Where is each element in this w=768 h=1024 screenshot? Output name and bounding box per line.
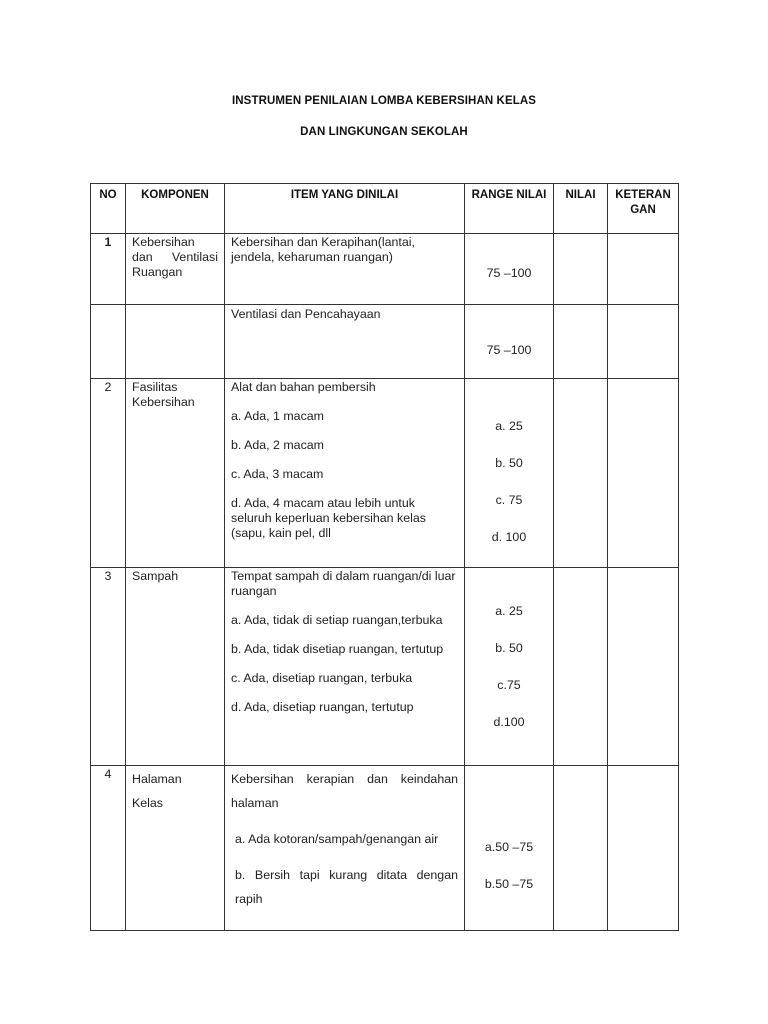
row-nilai-cell	[554, 568, 608, 766]
row-item-cell	[225, 305, 465, 379]
row-no-cell	[91, 766, 126, 931]
range-value: a. 25	[495, 604, 523, 618]
row-keterangan-cell	[608, 568, 679, 766]
row-keterangan-cell	[608, 234, 679, 305]
range-value: b.50 –75	[484, 877, 534, 891]
row-komponen: Sampah	[132, 569, 179, 583]
row-range-list	[465, 568, 553, 731]
row-no-cell	[91, 234, 126, 305]
list-item: a. Ada, tidak di setiap ruangan,terbuka	[231, 613, 443, 627]
table-header-row	[91, 184, 679, 234]
table-row	[91, 305, 679, 379]
list-item: b. Bersih tapi kurang ditata dengan rapih	[235, 868, 458, 906]
row-nilai-cell	[554, 766, 608, 931]
range-value: a. 25	[495, 419, 523, 433]
row-no: 4	[104, 767, 112, 781]
row-komponen: Kebersihan dan Ventilasi Ruangan	[132, 235, 218, 279]
row-keterangan-cell	[608, 305, 679, 379]
row-nilai-cell	[554, 379, 608, 568]
row-item-list	[225, 766, 464, 912]
row-komponen-line-1: Halaman	[132, 772, 182, 786]
range-value: c.75	[497, 678, 521, 692]
list-item: Kebersihan kerapian dan keindahan halaman	[231, 772, 458, 810]
row-komponen-cell	[126, 766, 225, 931]
row-no-cell	[91, 568, 126, 766]
range-value: c. 75	[495, 493, 523, 507]
header-keterangan-line-1: KETERAN	[615, 189, 671, 201]
row-no-cell	[91, 379, 126, 568]
row-range-list	[465, 379, 553, 546]
document-title-line-2: DAN LINGKUNGAN SEKOLAH	[300, 126, 468, 138]
list-item: c. Ada, 3 macam	[231, 467, 324, 481]
row-range: 75 –100	[486, 266, 532, 280]
row-item-cell	[225, 234, 465, 305]
row-nilai-cell	[554, 305, 608, 379]
list-item: d. Ada, 4 macam atau lebih untuk seluruh keperluan kebersihan kelas (sapu, kain pel, dll	[231, 496, 426, 540]
table-row	[91, 234, 679, 305]
row-item: Kebersihan dan Kerapihan(lantai, jendela, keharuman ruangan)	[231, 235, 415, 264]
row-komponen-cell	[126, 234, 225, 305]
list-item: Alat dan bahan pembersih	[231, 380, 376, 394]
row-item-cell	[225, 766, 465, 931]
range-value: a.50 –75	[484, 840, 534, 854]
row-komponen-cell	[126, 379, 225, 568]
header-keterangan-line-2: GAN	[630, 204, 656, 216]
list-item: b. Ada, 2 macam	[231, 438, 324, 452]
list-item: Tempat sampah di dalam ruangan/di luar ruangan	[231, 569, 456, 598]
row-item-list	[225, 568, 464, 716]
row-range-list	[465, 766, 553, 893]
table-row	[91, 766, 679, 931]
row-item-cell	[225, 379, 465, 568]
row-range: 75 –100	[486, 343, 532, 357]
row-no: 3	[104, 569, 112, 583]
row-range-cell	[465, 568, 554, 766]
header-item: ITEM YANG DINILAI	[225, 184, 465, 234]
header-keterangan	[608, 184, 679, 234]
range-value: d. 100	[491, 530, 527, 544]
range-value: d.100	[493, 715, 525, 729]
row-komponen	[126, 766, 224, 816]
table-row	[91, 379, 679, 568]
header-nilai: NILAI	[554, 184, 608, 234]
row-no: 1	[104, 235, 112, 249]
row-no-cell	[91, 305, 126, 379]
row-range-cell	[465, 379, 554, 568]
list-item: b. Ada, tidak disetiap ruangan, tertutup	[231, 642, 444, 656]
range-value: b. 50	[495, 456, 523, 470]
row-range-cell	[465, 234, 554, 305]
row-no: 2	[104, 380, 112, 394]
row-keterangan-cell	[608, 766, 679, 931]
row-range-cell	[465, 305, 554, 379]
list-item: d. Ada, disetiap ruangan, tertutup	[231, 700, 414, 714]
list-item: c. Ada, disetiap ruangan, terbuka	[231, 671, 413, 685]
header-komponen: KOMPONEN	[126, 184, 225, 234]
range-value: b. 50	[495, 641, 523, 655]
document-title-line-1: INSTRUMEN PENILAIAN LOMBA KEBERSIHAN KELAS	[231, 95, 537, 107]
row-komponen: Fasilitas Kebersihan	[132, 380, 195, 409]
row-item: Ventilasi dan Pencahayaan	[231, 307, 381, 321]
row-komponen-cell	[126, 568, 225, 766]
row-komponen-line-2: Kelas	[132, 796, 163, 810]
row-keterangan-cell	[608, 379, 679, 568]
list-item: a. Ada kotoran/sampah/genangan air	[235, 832, 439, 846]
table-row	[91, 568, 679, 766]
row-item-list	[225, 379, 464, 542]
assessment-table	[90, 183, 679, 931]
row-komponen-cell	[126, 305, 225, 379]
row-item-cell	[225, 568, 465, 766]
header-range: RANGE NILAI	[465, 184, 554, 234]
header-no: NO	[91, 184, 126, 234]
row-range-cell	[465, 766, 554, 931]
list-item: a. Ada, 1 macam	[231, 409, 324, 423]
row-nilai-cell	[554, 234, 608, 305]
